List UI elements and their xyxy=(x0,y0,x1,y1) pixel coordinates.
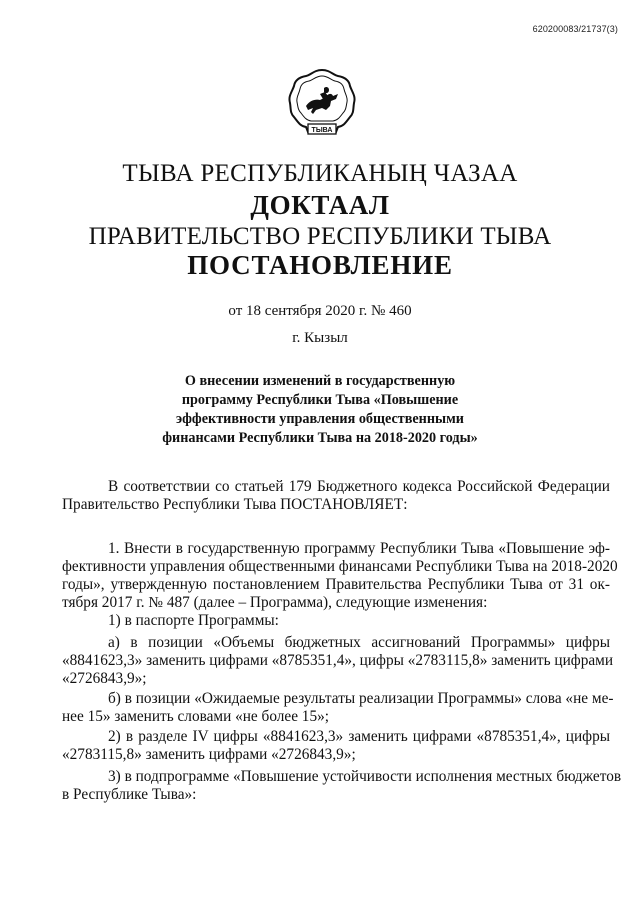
title-line: эффективности управления общественными xyxy=(176,411,464,427)
paragraph-line: 2) в разделе IV цифры «8841623,3» заменить цифрами «8785351,4», цифры xyxy=(108,728,610,745)
header-doktaal: ДОКТААЛ xyxy=(250,190,390,220)
document-city: г. Кызыл xyxy=(292,330,348,346)
paragraph-item-1 xyxy=(62,540,618,612)
paragraph-preamble xyxy=(62,478,610,514)
paragraph-line: В соответствии со статьей 179 Бюджетного кодекса Российской Федерации xyxy=(108,478,610,495)
paragraph-item-b xyxy=(62,690,614,726)
paragraph-line: нее 15» заменить словами «не более 15»; xyxy=(62,708,330,725)
paragraph-line: годы», утвержденную постановлением Правительства Республики Тыва от 31 ок- xyxy=(62,576,610,593)
paragraph-line: «2783115,8» заменить цифрами «2726843,9»; xyxy=(62,746,356,763)
paragraph-line: б) в позиции «Ожидаемые результаты реализации Программы» слова «не ме- xyxy=(108,690,614,707)
document-title xyxy=(150,372,490,448)
document-date: от 18 сентября 2020 г. № 460 xyxy=(228,303,412,319)
title-line: финансами Республики Тыва на 2018-2020 годы» xyxy=(162,430,478,446)
paragraph-line: «2726843,9»; xyxy=(62,670,147,687)
document-id: 620200083/21737(3) xyxy=(532,24,618,34)
paragraph-line: а) в позиции «Объемы бюджетных ассигнований Программы» цифры xyxy=(108,634,610,651)
paragraph-item-2 xyxy=(62,728,610,764)
paragraph-line: тября 2017 г. № 487 (далее – Программа), следующие изменения: xyxy=(62,594,488,611)
paragraph-line: «8841623,3» заменить цифрами «8785351,4», цифры «2783115,8» заменить цифрами xyxy=(62,652,614,669)
header-government: ПРАВИТЕЛЬСТВО РЕСПУБЛИКИ ТЫВА xyxy=(88,223,552,250)
paragraph-line: 1. Внести в государственную программу Республики Тыва «Повышение эф- xyxy=(108,540,610,557)
paragraph-line: фективности управления общественными финансами Республики Тыва на 2018-2020 xyxy=(62,558,618,575)
header-postanovlenie: ПОСТАНОВЛЕНИЕ xyxy=(187,250,453,280)
paragraph-passport xyxy=(62,612,610,630)
paragraph-line: Правительство Республики Тыва ПОСТАНОВЛЯЕТ: xyxy=(62,496,408,513)
paragraph-line: в Республике Тыва»: xyxy=(62,786,197,803)
svg-text:ТЫВА: ТЫВА xyxy=(311,127,333,134)
paragraph-line: 3) в подпрограмме «Повышение устойчивости исполнения местных бюджетов xyxy=(108,768,622,785)
paragraph-line: 1) в паспорте Программы: xyxy=(108,612,279,629)
paragraph-item-3 xyxy=(62,768,622,804)
title-line: программу Республики Тыва «Повышение xyxy=(181,392,459,408)
tuva-emblem-icon xyxy=(286,66,358,144)
header-tyva-government: ТЫВА РЕСПУБЛИКАНЫҢ ЧАЗАА xyxy=(122,160,518,187)
paragraph-item-a xyxy=(62,634,614,688)
title-line: О внесении изменений в государственную xyxy=(184,373,456,389)
